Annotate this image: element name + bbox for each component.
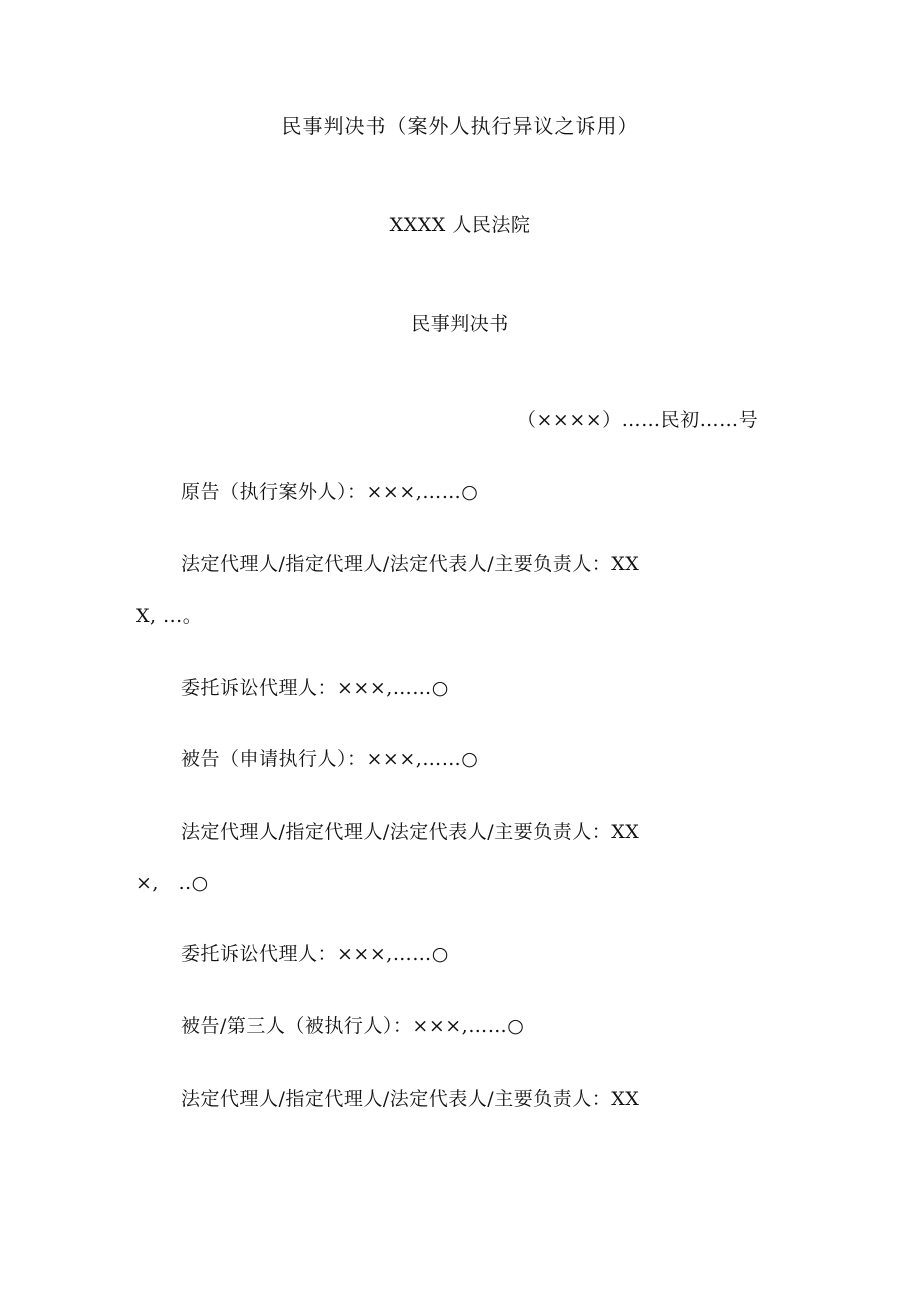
case-number: （××××）……民初……号 bbox=[517, 409, 759, 431]
plaintiff-agent-line: 委托诉讼代理人：×××,……○ bbox=[181, 677, 449, 699]
document-type: 民事判决书 bbox=[411, 313, 509, 335]
third-party-line: 被告/第三人（被执行人）：×××,……○ bbox=[181, 1015, 525, 1037]
document-title: 民事判决书（案外人执行异议之诉用） bbox=[281, 114, 639, 138]
plaintiff-line: 原告（执行案外人）：×××,……○ bbox=[181, 481, 479, 503]
defendant-agent-line: 委托诉讼代理人：×××,……○ bbox=[181, 943, 449, 965]
defendant-representative-line: 法定代理人/指定代理人/法定代表人/主要负责人：XX bbox=[181, 821, 640, 843]
defendant-line: 被告（申请执行人）：×××,……○ bbox=[181, 748, 479, 770]
court-name: XXXX 人民法院 bbox=[389, 214, 531, 236]
third-party-representative-line: 法定代理人/指定代理人/法定代表人/主要负责人：XX bbox=[181, 1088, 640, 1110]
defendant-representative-continuation: ×, ..○ bbox=[136, 872, 209, 894]
plaintiff-representative-continuation: X, ...。 bbox=[136, 605, 203, 627]
plaintiff-representative-line: 法定代理人/指定代理人/法定代表人/主要负责人：XX bbox=[181, 553, 640, 575]
